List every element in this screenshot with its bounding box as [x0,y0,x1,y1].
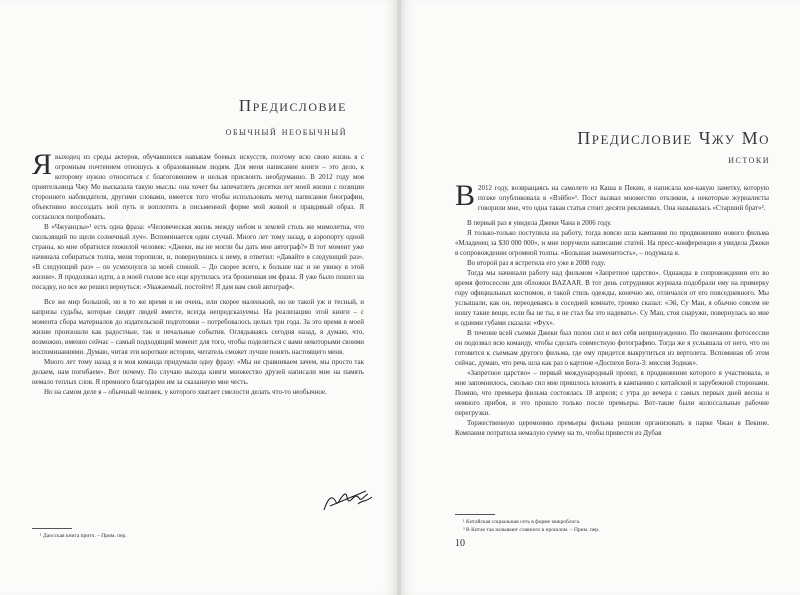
left-paragraph-1: Явыходец из среды актеров, обучавшихся навыкам боевых искусств, поэтому всю свою жизнь я с огромным почтением отношусь к образованным людям. Для меня написание книги – это дело, к которому нужно относиться с благоговением и нельзя присвоить необдуманно. В 2012 году моя приятельница Чжу Мо высказала такую мысль: она хочет бы запечатлеть десятки лет моей жизни с позиции стороннего наблюдателя, другими словами, имеется того чтобы использовать метод написания биографии, объективно воссоздать мой путь и воплотить в письменной форме мой живой и правдивый образ. Я согласился попробовать. [32,148,364,221]
signature-image [318,488,378,514]
signature-icon [318,488,378,514]
left-page [0,0,397,595]
left-page-title: Предисловие [238,96,347,115]
left-paragraph-2: В «Чжуанцзы»¹ есть одна фраза: «Человеческая жизнь между небом и землей столь же мимолетна, что скользящий по щели солнечный луч». Вспоминается один случай. Много лет тому назад, в аэропорту одной страны, ко мне обратился пожилой человек: «Джеки, вы не могли бы дать мне автограф?» В тот момент уже начинала собираться толпа, меня торопили, и, повернувшись к нему, я ответил: «Давайте в следующий раз». «В следующий раз» – он усмехнулся за моей спиной. – До скорее всего, к больше нас и не увижу в этой жизни». Я продолжал идти, а в моей голове все еще крутилась эта брошенная им фраза. Я уже было пошел на посадку, но все же решил вернуться: «Уважаемый, постойте! Я дам вам свой автограф». [32,223,364,291]
right-footnote-rule [455,514,495,515]
left-paragraph-4: Много лет тому назад я и моя команда придумали одну фразу: «Мы не сравниваем зачем, мы просто так делаем, нам погибаем». Вот почему. По случаю выхода книги множество друзей написали мне на память немало теплых слов. Я премного благодарен им за сказанную мне честь. [32,358,364,386]
right-footnote-2: ² В Китае так называют славного в прошлом. – Прим. пер. [463,527,600,533]
right-paragraph-6: В течение всей съемки Джеки был полон сил и вел себя непринужденно. По окончании фотосессии он подозвал всю команду, чтобы сделать совместную фотографию. Тогда же я услышала от него, что он готовится к съемкам другого фильма, где ему придется выкрутиться из вертолета. Вспоминая об этом сейчас, думаю, что речь шла как раз о картине «Доспехи Бога-3: миссия Зодиак». [455,329,769,367]
right-paragraph-7: «Запретное царство» – первый международный проект, в продвижении которого я участвовала, и мне запомнилось, сколько сил мне пришлось вложить в кампанию с китайской и зарубежной сторонами. Помню, что премьера фильма состоялась 18 апреля; с утра до вечера с самых первых дней весны и немного прибоя, и это прошло только после премьеры. Вот-такие были колоссальные рабочие перегрузки. [455,369,769,417]
right-page-title: Предисловие Чжу Мо [577,128,770,148]
right-page-subtitle: истоки [728,152,770,166]
left-footnote: ¹ Даосская книга притч. – Прим. пер. [40,533,127,539]
left-paragraph-5: Но на самом деле я – обычный человек, у которого хватает смелости делать что-то необычное. [44,388,327,396]
right-footnote-1: ¹ Китайская социальная сеть в форме микроблога. [463,519,581,525]
right-paragraph-8: Торжественную церемонию премьеры фильма решили организовать в парке Чжан в Пекине. Компания потратила немалую сумму на то, чтобы привести из Дубая [455,419,769,437]
left-footnote-rule [32,528,72,529]
left-page-body [32,148,364,397]
left-page-subtitle: обычный необычный [225,124,347,138]
right-page-body [455,179,769,438]
page-number: 10 [455,538,465,549]
left-dropcap: Я [32,148,53,181]
right-paragraph-3: Я только-только поступила на работу, тогда вовсю шла кампания по продвижению нового фильма «Младенец за $30 000 000», и мне поручили написание статей. На пресс-конференции я увидела Джеки в сопровождении огромной толпы. «Большая знаменитость», – подумала я. [455,229,769,257]
left-paragraph-3: Все же мир большой, но в то же время и не очень, или скорее маленький, но не такой уж и тесный, и капризы судьбы, которые сводят людей вместе, всегда непредсказуемы. На реализацию этой книги – с момента сбора материалов до издательской подготовки – потребовалось целых три года. За это время в моей жизни произошли как радостные, так и печальные события. Оглядываясь сегодня назад, я думаю, что, возможно, именно сейчас – самый подходящий момент для того, чтобы поделиться с вами некоторыми своими воспоминаниями. Думаю, читая эти короткие истории, читатель сможет лучше понять настоящего меня. [32,298,364,356]
right-page [401,0,800,595]
right-dropcap: В [455,179,476,212]
right-paragraph-1: В 2012 году, возвращаясь на самолете из Каша в Пекин, я написала кое-какую заметку, которую позже опубликовала в «Вэйбо»¹. Пост вызвал множество откликов, а некоторые журналисты говорили мне, что одна такая статья стоит десяти рекламных. Она называлась «Старший брат»². [455,179,769,212]
right-paragraph-5: Тогда мы начинали работу над фильмом «Запретное царство». Однажды в сопровождении его во время фотосессии для обложки BAZAAR. В тот день сотрудники журнала подобрали ему на примерку гору официальных костюмов, и такой стиль одежды, конечно же, отличался от его повседневного. Мы услышали, как он, переодеваясь в соседней комнате, громко сказал: «Эй, Су Ман, я обычно совсем не ношу такие вещи, если бы не ты, я не стал бы это надевать». Су Ман, стоя снаружи, повернулась ко мне и одними губами сказала: «Фух». [455,269,769,327]
right-paragraph-4: Во второй раз я встретила его уже в 2008 году. [467,259,606,267]
right-paragraph-2: В первый раз я увидела Джеки Чана в 2006 году. [467,219,612,227]
